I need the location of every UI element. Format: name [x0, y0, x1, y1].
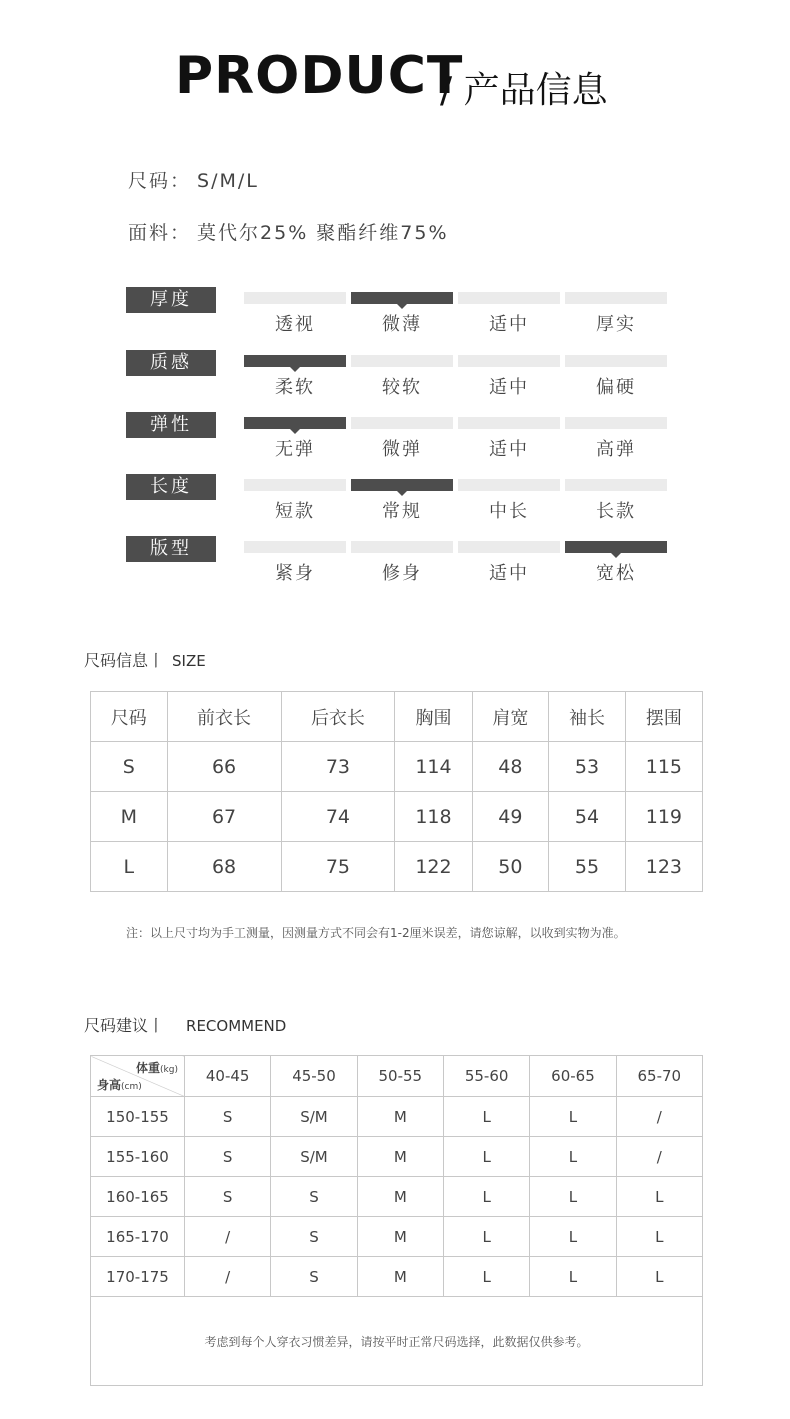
attribute-option-label: 适中 — [489, 439, 529, 460]
table-cell: S/M — [271, 1137, 357, 1177]
table-row — [91, 1137, 703, 1177]
table-cell: 75 — [281, 842, 395, 892]
attribute-option-label: 高弹 — [596, 439, 636, 460]
table-cell: 54 — [549, 792, 626, 842]
level-bar — [565, 417, 667, 429]
attribute-option-selected — [244, 355, 346, 399]
size-info-title — [84, 648, 206, 671]
table-cell: 115 — [625, 742, 702, 792]
height-axis-label — [97, 1076, 142, 1093]
size-column-header: 摆围 — [625, 692, 702, 742]
attribute-option-label: 无弹 — [275, 439, 315, 460]
level-bar — [351, 479, 453, 491]
table-cell: 114 — [395, 742, 472, 792]
attribute-option-label: 微薄 — [382, 314, 422, 335]
height-row-header: 160-165 — [91, 1177, 185, 1217]
attribute-option-label: 短款 — [275, 501, 315, 522]
product-title: PRODUCT — [175, 46, 464, 106]
table-cell: 73 — [281, 742, 395, 792]
table-row — [91, 742, 703, 792]
table-cell: / — [616, 1137, 702, 1177]
attribute-option-label: 厚实 — [596, 314, 636, 335]
table-cell: L — [530, 1097, 616, 1137]
attribute-option-label: 适中 — [489, 563, 529, 584]
table-cell: 122 — [395, 842, 472, 892]
attribute-option — [565, 292, 667, 336]
attribute-option-label: 长款 — [596, 501, 636, 522]
recommend-table-header — [91, 1056, 703, 1097]
footnote-row — [91, 1297, 703, 1386]
attribute-option-label: 柔软 — [275, 377, 315, 398]
attribute-option-label: 宽松 — [596, 563, 636, 584]
table-row — [91, 1257, 703, 1297]
attribute-option-selected — [244, 417, 346, 461]
height-row-header: 165-170 — [91, 1217, 185, 1257]
attribute-label: 版型 — [126, 536, 216, 562]
table-cell: 74 — [281, 792, 395, 842]
table-cell: S — [271, 1217, 357, 1257]
fabric-spec-value: 莫代尔25% 聚酯纤维75% — [197, 222, 449, 244]
size-column-header: 袖长 — [549, 692, 626, 742]
level-bar — [458, 479, 560, 491]
recommend-title — [84, 1013, 286, 1036]
table-cell: L — [443, 1097, 529, 1137]
table-cell: 55 — [549, 842, 626, 892]
table-cell: 118 — [395, 792, 472, 842]
height-row-header: 150-155 — [91, 1097, 185, 1137]
table-cell: L — [530, 1137, 616, 1177]
size-column-header: 尺码 — [91, 692, 168, 742]
level-bar — [244, 355, 346, 367]
table-cell: S — [185, 1097, 271, 1137]
size-note: 注：以上尺寸均为手工测量，因测量方式不同会有1-2厘米误差，请您谅解，以收到实物为准。 — [126, 926, 626, 940]
table-cell: / — [185, 1257, 271, 1297]
height-row-header: 155-160 — [91, 1137, 185, 1177]
height-unit: (cm) — [121, 1082, 142, 1092]
size-column-header: 前衣长 — [167, 692, 281, 742]
attribute-option — [351, 355, 453, 399]
level-bar — [244, 541, 346, 553]
attribute-option — [351, 541, 453, 585]
attribute-option — [458, 292, 560, 336]
attribute-option — [351, 417, 453, 461]
table-cell: L — [91, 842, 168, 892]
table-cell: L — [616, 1217, 702, 1257]
level-bar — [458, 541, 560, 553]
attribute-option-selected — [565, 541, 667, 585]
table-cell: 53 — [549, 742, 626, 792]
table-cell: M — [357, 1217, 443, 1257]
table-cell: S — [271, 1177, 357, 1217]
table-cell: L — [443, 1137, 529, 1177]
weight-column-header: 60-65 — [530, 1056, 616, 1097]
height-row-header: 170-175 — [91, 1257, 185, 1297]
table-cell: 50 — [472, 842, 549, 892]
level-bar — [458, 355, 560, 367]
height-label: 身高 — [97, 1078, 122, 1092]
table-cell: L — [443, 1177, 529, 1217]
fabric-spec-label: 面料： — [128, 222, 192, 244]
table-row — [91, 1097, 703, 1137]
attribute-row — [0, 474, 790, 524]
table-cell: M — [357, 1257, 443, 1297]
level-bar — [244, 479, 346, 491]
level-bar — [244, 417, 346, 429]
size-column-header: 肩宽 — [472, 692, 549, 742]
level-bar — [565, 541, 667, 553]
attribute-option-label: 较软 — [382, 377, 422, 398]
attribute-option — [244, 541, 346, 585]
attribute-option-label: 中长 — [489, 501, 529, 522]
table-cell: M — [91, 792, 168, 842]
table-row — [91, 842, 703, 892]
attribute-label: 弹性 — [126, 412, 216, 438]
table-cell: 68 — [167, 842, 281, 892]
table-row — [91, 792, 703, 842]
attribute-option — [458, 355, 560, 399]
attribute-option — [458, 417, 560, 461]
attribute-row — [0, 536, 790, 586]
table-cell: L — [443, 1257, 529, 1297]
table-row — [91, 1217, 703, 1257]
weight-column-header: 55-60 — [443, 1056, 529, 1097]
table-cell: L — [530, 1177, 616, 1217]
table-cell: M — [357, 1097, 443, 1137]
level-bar — [458, 417, 560, 429]
size-column-header: 胸围 — [395, 692, 472, 742]
attribute-option-label: 常规 — [382, 501, 422, 522]
attribute-option-label: 修身 — [382, 563, 422, 584]
recommend-title-cn: 尺码建议丨 — [84, 1016, 165, 1035]
attribute-row — [0, 412, 790, 462]
recommend-table — [90, 1055, 703, 1386]
table-cell: S — [271, 1257, 357, 1297]
attribute-option — [244, 479, 346, 523]
product-info-title: / 产品信息 — [440, 70, 608, 111]
level-bar — [565, 355, 667, 367]
attribute-option — [244, 292, 346, 336]
size-column-header: 后衣长 — [281, 692, 395, 742]
attribute-option-label: 透视 — [275, 314, 315, 335]
table-cell: / — [616, 1097, 702, 1137]
table-cell: 49 — [472, 792, 549, 842]
attribute-option-label: 适中 — [489, 314, 529, 335]
weight-axis-label — [136, 1059, 178, 1076]
table-cell: 66 — [167, 742, 281, 792]
attribute-option-label: 适中 — [489, 377, 529, 398]
table-cell: S — [185, 1177, 271, 1217]
table-cell: M — [357, 1177, 443, 1217]
table-cell: L — [443, 1217, 529, 1257]
attribute-option-label: 紧身 — [275, 563, 315, 584]
attribute-option-label: 微弹 — [382, 439, 422, 460]
table-cell: / — [185, 1217, 271, 1257]
recommend-footnote: 考虑到每个人穿衣习惯差异，请按平时正常尺码选择，此数据仅供参考。 — [91, 1297, 703, 1386]
table-cell: L — [616, 1257, 702, 1297]
size-spec-label: 尺码： — [128, 170, 192, 192]
attribute-option-label: 偏硬 — [596, 377, 636, 398]
recommend-title-en: RECOMMEND — [186, 1017, 287, 1035]
level-bar — [351, 541, 453, 553]
level-bar — [244, 292, 346, 304]
table-cell: 123 — [625, 842, 702, 892]
table-cell: 119 — [625, 792, 702, 842]
table-cell: M — [357, 1137, 443, 1177]
level-bar — [565, 479, 667, 491]
fabric-spec — [128, 218, 449, 245]
attribute-label: 厚度 — [126, 287, 216, 313]
attribute-label: 质感 — [126, 350, 216, 376]
level-bar — [458, 292, 560, 304]
attribute-row — [0, 287, 790, 337]
weight-column-header: 45-50 — [271, 1056, 357, 1097]
table-cell: L — [530, 1257, 616, 1297]
weight-column-header: 40-45 — [185, 1056, 271, 1097]
size-table — [90, 691, 703, 892]
size-info-title-en: SIZE — [172, 652, 206, 670]
table-cell: 48 — [472, 742, 549, 792]
attribute-option-selected — [351, 292, 453, 336]
level-bar — [565, 292, 667, 304]
level-bar — [351, 355, 453, 367]
weight-column-header: 50-55 — [357, 1056, 443, 1097]
corner-cell — [91, 1056, 185, 1097]
attribute-option — [565, 479, 667, 523]
attribute-option — [458, 541, 560, 585]
attribute-option — [458, 479, 560, 523]
table-row — [91, 1177, 703, 1217]
level-bar — [351, 417, 453, 429]
attribute-row — [0, 350, 790, 400]
attribute-option — [565, 355, 667, 399]
level-bar — [351, 292, 453, 304]
attribute-option — [565, 417, 667, 461]
size-spec — [128, 166, 259, 193]
table-cell: S — [185, 1137, 271, 1177]
weight-column-header: 65-70 — [616, 1056, 702, 1097]
size-table-header — [91, 692, 703, 742]
attribute-label: 长度 — [126, 474, 216, 500]
table-cell: L — [616, 1177, 702, 1217]
attribute-option-selected — [351, 479, 453, 523]
table-cell: L — [530, 1217, 616, 1257]
weight-label: 体重 — [136, 1061, 161, 1075]
size-spec-value: S/M/L — [197, 170, 259, 192]
size-info-title-cn: 尺码信息丨 — [84, 651, 165, 670]
weight-unit: (kg) — [160, 1065, 178, 1075]
table-cell: 67 — [167, 792, 281, 842]
table-cell: S — [91, 742, 168, 792]
table-cell: S/M — [271, 1097, 357, 1137]
